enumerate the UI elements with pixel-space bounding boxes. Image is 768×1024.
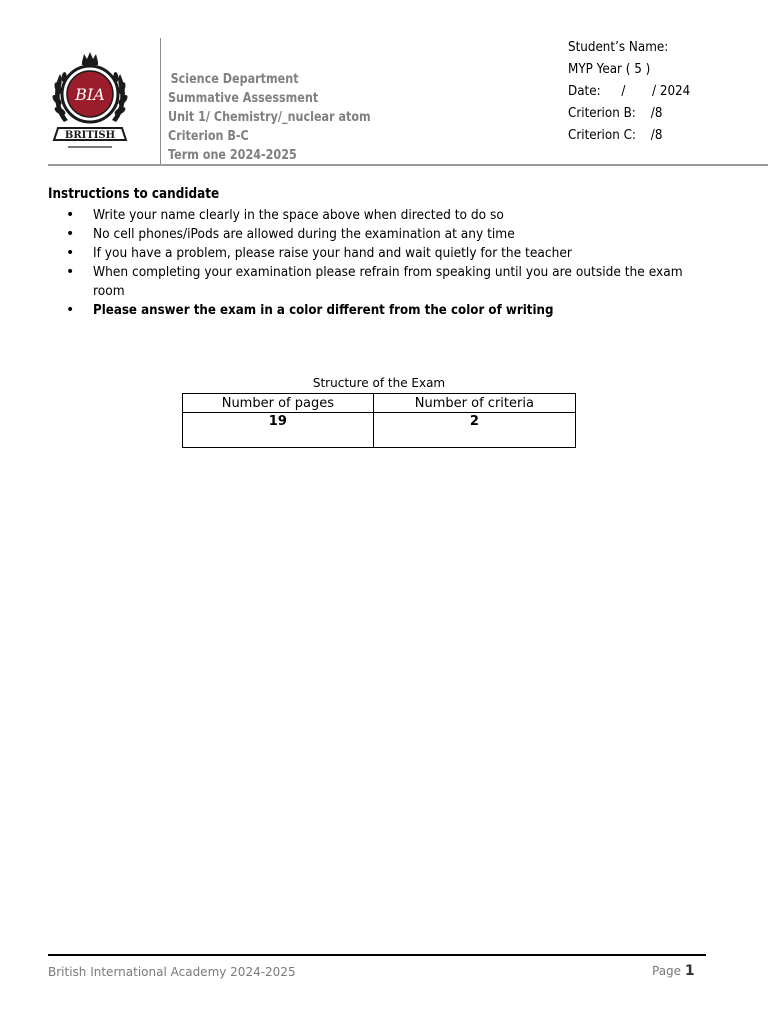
crest-banner-text: BRITISH xyxy=(64,130,116,141)
criterion-c-score: /8 xyxy=(650,128,663,143)
page-number: 1 xyxy=(684,963,695,979)
value-pages: 19 xyxy=(183,413,374,448)
header-criteria: Number of criteria xyxy=(373,394,575,413)
table-row xyxy=(183,413,576,448)
footer-page xyxy=(652,963,695,979)
instruction-item xyxy=(66,244,706,263)
instruction-item xyxy=(66,225,706,244)
student-info xyxy=(568,37,691,147)
bullet-icon: • xyxy=(66,264,75,280)
bullet-icon: • xyxy=(66,226,75,242)
criterion-b-label: Criterion B: xyxy=(568,106,636,121)
header-pages: Number of pages xyxy=(183,394,374,413)
instruction-text: No cell phones/iPods are allowed during the examination at any time xyxy=(93,227,515,242)
instructions-list xyxy=(66,206,706,320)
instruction-item-emphasis xyxy=(66,301,706,320)
department-info xyxy=(168,70,371,165)
criterion-c-label: Criterion C: xyxy=(568,128,636,143)
school-crest-logo xyxy=(50,48,130,156)
exam-structure-table xyxy=(182,393,576,448)
criterion-b-score: /8 xyxy=(650,106,663,121)
instruction-item xyxy=(66,206,706,225)
department-line: Science Department xyxy=(170,72,299,87)
instruction-text: If you have a problem, please raise your hand and wait quietly for the teacher xyxy=(93,246,572,261)
bullet-icon: • xyxy=(66,302,75,318)
header-vertical-divider xyxy=(160,38,161,164)
footer-divider xyxy=(48,954,706,956)
assessment-line: Summative Assessment xyxy=(168,91,319,106)
bullet-icon: • xyxy=(66,207,75,223)
student-name-label: Student’s Name: xyxy=(568,40,669,55)
bullet-icon: • xyxy=(66,245,75,261)
table-header-row xyxy=(183,394,576,413)
instruction-text: Write your name clearly in the space above when directed to do so xyxy=(93,208,504,223)
criterion-line: Criterion B-C xyxy=(168,129,249,144)
term-line: Term one 2024-2025 xyxy=(168,148,297,163)
page-header xyxy=(0,0,768,166)
header-horizontal-divider xyxy=(48,164,768,166)
table-caption: Structure of the Exam xyxy=(312,376,446,390)
date-label: Date: xyxy=(568,84,601,99)
value-criteria: 2 xyxy=(373,413,575,448)
footer-academy: British International Academy 2024-2025 xyxy=(48,965,296,979)
instructions-title: Instructions to candidate xyxy=(48,186,220,202)
myp-year-label: MYP Year ( 5 ) xyxy=(568,62,651,77)
date-value: / / 2024 xyxy=(621,84,691,99)
instruction-item xyxy=(66,263,706,301)
instruction-text: When completing your examination please refrain from speaking until you are outside the exam room xyxy=(93,265,683,299)
unit-line: Unit 1/ Chemistry/_nuclear atom xyxy=(168,110,371,125)
crest-initials: BIA xyxy=(75,85,105,104)
instruction-text: Please answer the exam in a color different from the color of writing xyxy=(93,302,554,318)
page-label: Page xyxy=(652,964,682,978)
